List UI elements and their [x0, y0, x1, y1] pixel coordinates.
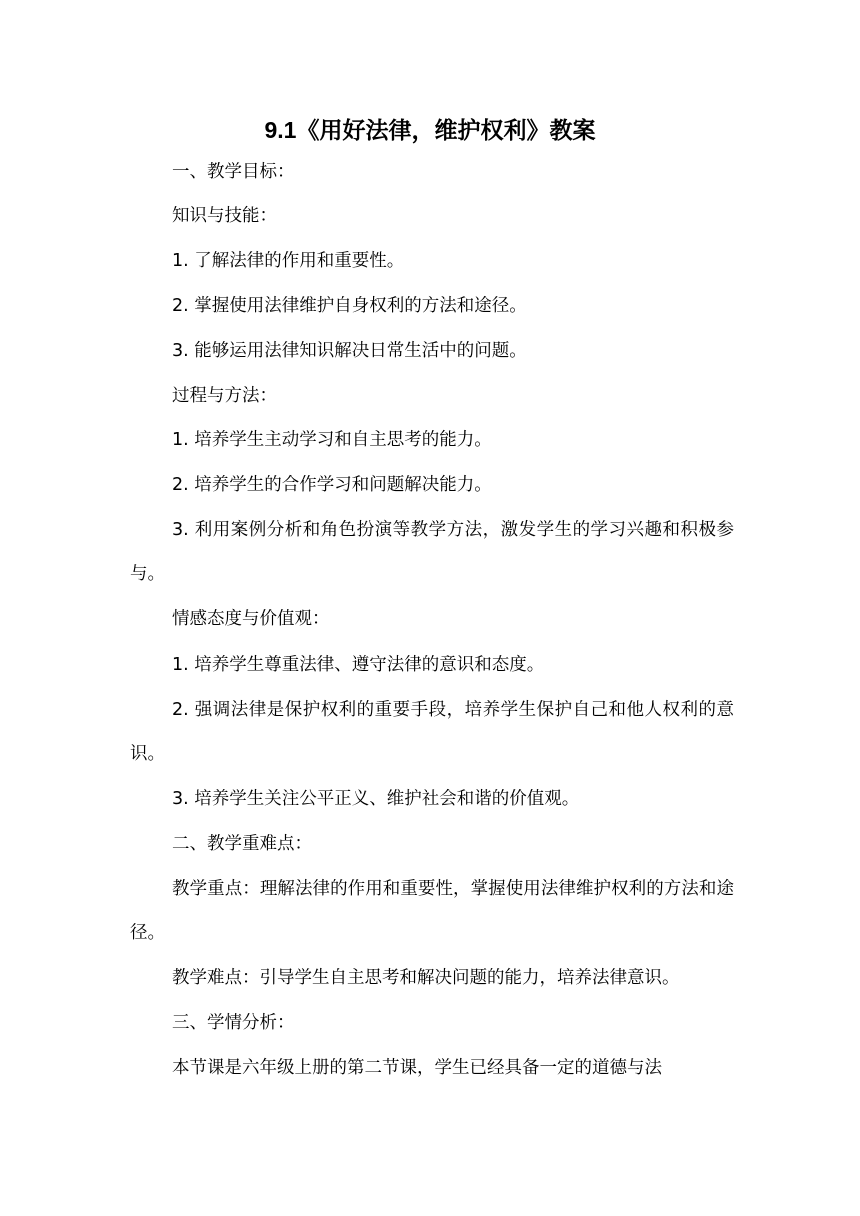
subheading-knowledge-skills: 知识与技能：: [172, 206, 277, 226]
subheading-emotion-values: 情感态度与价值观：: [172, 609, 330, 629]
paragraph: 3. 能够运用法律知识解决日常生活中的问题。: [172, 341, 527, 361]
paragraph: 3. 利用案例分析和角色扮演等教学方法，激发学生的学习兴趣和积极参与。: [130, 520, 734, 584]
paragraph: 3. 培养学生关注公平正义、维护社会和谐的价值观。: [172, 789, 580, 809]
paragraph: 教学难点：引导学生自主思考和解决问题的能力，培养法律意识。: [172, 968, 680, 988]
paragraph: 本节课是六年级上册的第二节课，学生已经具备一定的道德与法: [172, 1058, 662, 1078]
section-heading-objectives: 一、教学目标：: [172, 162, 295, 182]
section-heading-student-analysis: 三、学情分析：: [172, 1013, 295, 1033]
paragraph: 1. 培养学生主动学习和自主思考的能力。: [172, 430, 492, 450]
section-heading-key-points: 二、教学重难点：: [172, 834, 312, 854]
subheading-process-methods: 过程与方法：: [172, 386, 277, 406]
document-title: 9.1《用好法律，维护权利》教案: [264, 117, 596, 143]
paragraph: 1. 培养学生尊重法律、遵守法律的意识和态度。: [172, 655, 545, 675]
paragraph: 2. 培养学生的合作学习和问题解决能力。: [172, 475, 492, 495]
paragraph: 教学重点：理解法律的作用和重要性，掌握使用法律维护权利的方法和途径。: [130, 879, 734, 943]
paragraph: 2. 强调法律是保护权利的重要手段，培养学生保护自己和他人权利的意识。: [130, 700, 734, 764]
paragraph: 2. 掌握使用法律维护自身权利的方法和途径。: [172, 296, 527, 316]
paragraph: 1. 了解法律的作用和重要性。: [172, 251, 405, 271]
